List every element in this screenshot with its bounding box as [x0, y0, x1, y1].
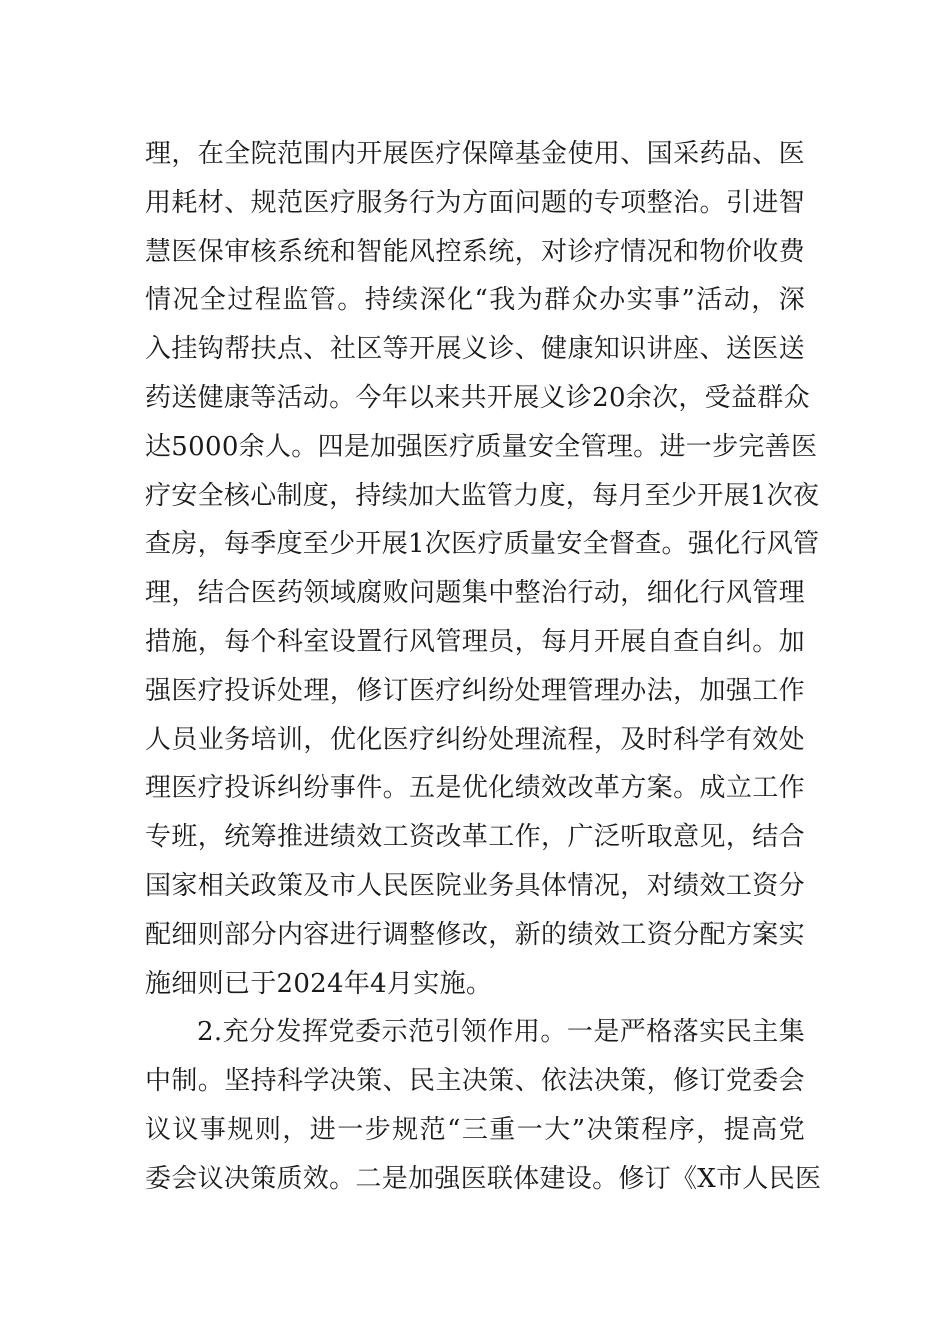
- text-line: 入挂钩帮扶点、社区等开展义诊、健康知识讲座、送医送: [145, 334, 805, 365]
- text-line: 配细则部分内容进行调整修改，新的绩效工资分配方案实: [145, 919, 805, 950]
- text-line: 议议事规则，进一步规范“三重一大”决策程序，提高党: [145, 1114, 805, 1145]
- text-line: 达5000余人。四是加强医疗质量安全管理。进一步完善医: [145, 431, 818, 462]
- text-line: 专班，统筹推进绩效工资改革工作，广泛听取意见，结合: [145, 822, 805, 853]
- text-line: 理，结合医药领域腐败问题集中整治行动，细化行风管理: [145, 578, 805, 609]
- text-line: 强医疗投诉处理，修订医疗纠纷处理管理办法，加强工作: [145, 675, 805, 706]
- text-line: 查房，每季度至少开展1次医疗质量安全督查。强化行风管: [145, 529, 820, 560]
- text-line: 施细则已于2024年4月实施。: [145, 968, 493, 999]
- text-line: 疗安全核心制度，持续加大监管力度，每月至少开展1次夜: [145, 480, 820, 511]
- text-line: 理医疗投诉纠纷事件。五是优化绩效改革方案。成立工作: [145, 773, 805, 804]
- text-line: 人员业务培训，优化医疗纠纷处理流程，及时科学有效处: [145, 724, 805, 755]
- text-line: 药送健康等活动。今年以来共开展义诊20余次，受益群众: [145, 382, 810, 413]
- text-line: 国家相关政策及市人民医院业务具体情况，对绩效工资分: [145, 870, 805, 901]
- text-line: 2.充分发挥党委示范引领作用。一是严格落实民主集: [197, 1017, 805, 1048]
- text-line: 措施，每个科室设置行风管理员，每月开展自查自纠。加: [145, 626, 805, 657]
- text-line: 用耗材、规范医疗服务行为方面问题的专项整治。引进智: [145, 187, 805, 218]
- text-line: 委会议决策质效。二是加强医联体建设。修订《X市人民医: [145, 1163, 822, 1194]
- text-line: 慧医保审核系统和智能风控系统，对诊疗情况和物价收费: [145, 236, 805, 267]
- text-line: 理，在全院范围内开展医疗保障基金使用、国采药品、医: [145, 139, 805, 169]
- text-line: 情况全过程监管。持续深化“我为群众办实事”活动，深: [145, 285, 805, 316]
- body-text: [145, 130, 822, 1204]
- text-line: 中制。坚持科学决策、民主决策、依法决策，修订党委会: [145, 1066, 805, 1097]
